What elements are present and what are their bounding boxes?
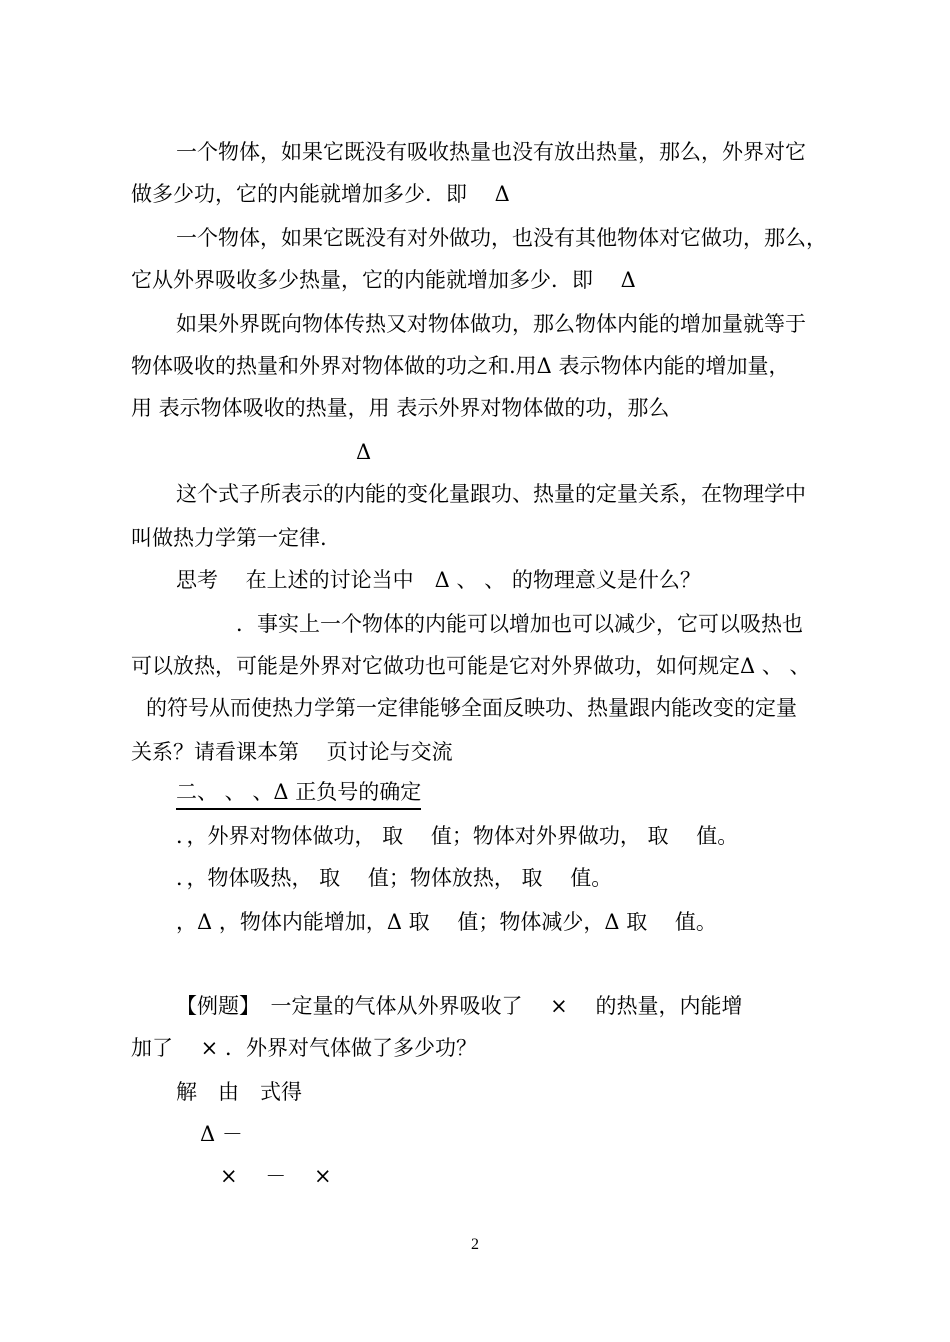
example-line-2: 加了 × ．外界对气体做了多少功？ <box>131 1036 477 1060</box>
text-line-13: 可以放热，可能是外界对它做功也可能是它对外界做功，如何规定Δ 、 、 <box>131 654 811 678</box>
text-line-3: 一个物体，如果它既没有对外做功，也没有其他物体对它做功，那么， <box>176 226 827 250</box>
text-line-14: 的符号从而使热力学第一定律能够全面反映功、热量跟内能改变的定量 <box>146 696 797 720</box>
text-line-1: 一个物体，如果它既没有吸收热量也没有放出热量，那么，外界对它 <box>176 140 806 164</box>
text-line-12: ．事实上一个物体的内能可以增加也可以减少，它可以吸热也 <box>236 612 803 636</box>
text-line-2: 做多少功，它的内能就增加多少．即 Δ <box>131 182 510 206</box>
text-line-9: 这个式子所表示的内能的变化量跟功、热量的定量关系，在物理学中 <box>176 482 806 506</box>
text-line-7: 用 表示物体吸收的热量，用 表示外界对物体做的功，那么 <box>131 396 670 420</box>
solution-formula-2: × － × <box>220 1164 332 1188</box>
text-line-5: 如果外界既向物体传热又对物体做功，那么物体内能的增加量就等于 <box>176 312 806 336</box>
text-line-6: 物体吸收的热量和外界对物体做的功之和.用Δ 表示物体内能的增加量， <box>131 354 790 378</box>
solution-line: 解 由 式得 <box>176 1080 302 1104</box>
formula-line: Δ <box>356 440 372 464</box>
solution-formula-1: Δ － <box>200 1122 243 1146</box>
page-number: 2 <box>471 1236 479 1253</box>
text-line-15: 关系？请看课本第 页讨论与交流 <box>131 740 453 764</box>
text-line-10: 叫做热力学第一定律. <box>131 526 327 550</box>
rule-work: ．，外界对物体做功， 取 值；物体对外界做功， 取 值。 <box>176 824 739 848</box>
rule-heat: ．，物体吸热， 取 值；物体放热， 取 值。 <box>176 866 613 890</box>
rule-internal-energy: ，Δ ，物体内能增加，Δ 取 值；物体减少，Δ 取 值。 <box>176 910 717 934</box>
section-heading: 二、 、 、Δ 正负号的确定 <box>176 778 421 810</box>
think-question: 思考 在上述的讨论当中 Δ 、 、 的物理意义是什么？ <box>176 568 701 592</box>
example-line-1: 【例题】 一定量的气体从外界吸收了 × 的热量，内能增 <box>176 994 743 1018</box>
text-line-4: 它从外界吸收多少热量，它的内能就增加多少．即 Δ <box>131 268 636 292</box>
